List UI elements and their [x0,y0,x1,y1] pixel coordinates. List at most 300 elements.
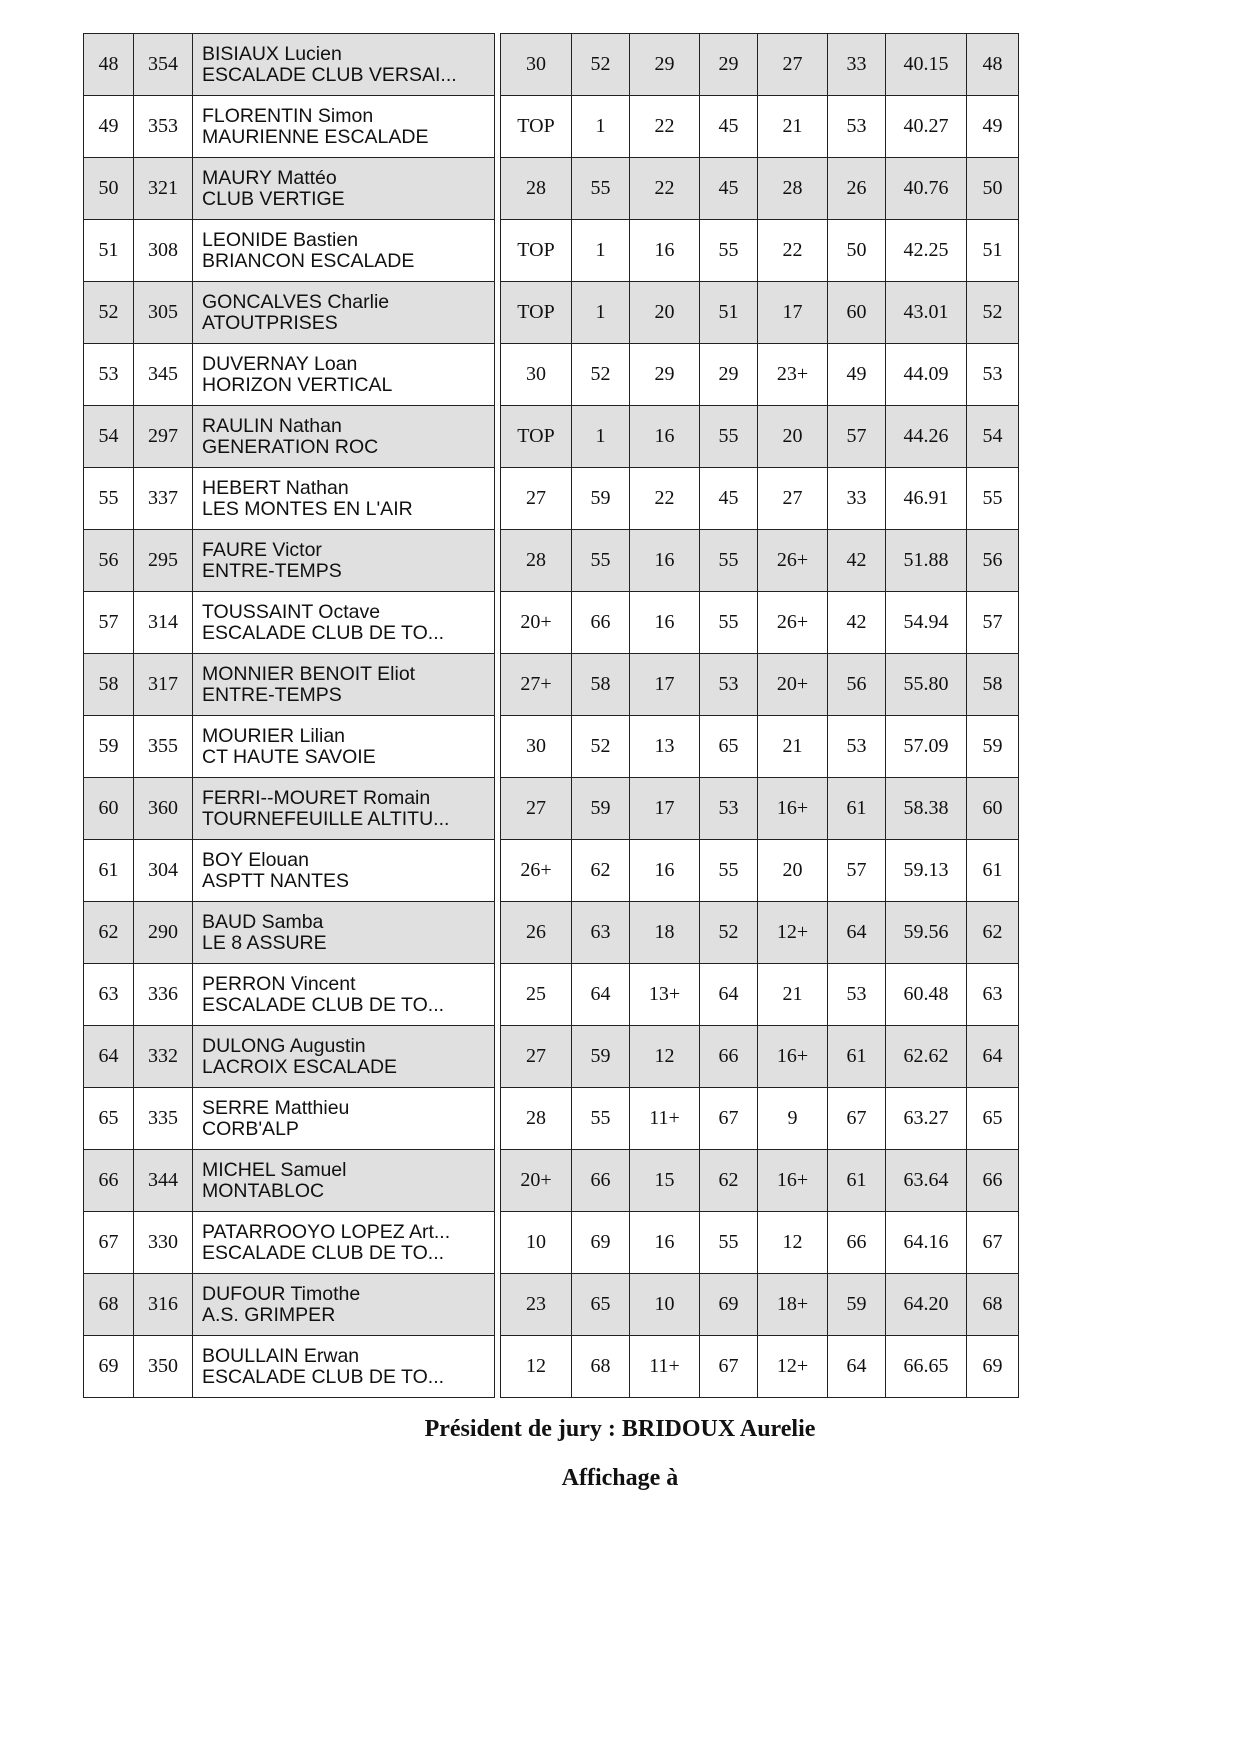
route1-result-cell: TOP [501,220,572,282]
route3-rank-cell: 64 [828,902,886,964]
route1-rank-cell: 52 [572,34,630,96]
final-rank-cell: 65 [967,1088,1019,1150]
athlete-row [84,344,495,406]
athlete-row [84,1088,495,1150]
route2-rank-cell: 29 [700,344,758,406]
score-row [501,282,1019,344]
athlete-club: ESCALADE CLUB DE TO... [202,621,445,644]
route3-rank-cell: 60 [828,282,886,344]
route1-rank-cell: 1 [572,220,630,282]
bib-cell: 345 [134,344,193,406]
final-rank-cell: 69 [967,1336,1019,1398]
route1-result-cell: 20+ [501,592,572,654]
athlete-club: GENERATION ROC [202,435,379,458]
route3-result-cell: 26+ [758,592,828,654]
athlete-name: DUVERNAY Loan [202,352,358,375]
score-row [501,1150,1019,1212]
score-row [501,1274,1019,1336]
final-rank-cell: 59 [967,716,1019,778]
rank-cell: 55 [84,468,134,530]
route3-result-cell: 18+ [758,1274,828,1336]
final-rank-cell: 67 [967,1212,1019,1274]
route2-result-cell: 11+ [630,1336,700,1398]
route1-result-cell: 27 [501,1026,572,1088]
athlete-name: BOULLAIN Erwan [202,1344,360,1367]
route1-result-cell: 25 [501,964,572,1026]
athlete-club: LE 8 ASSURE [202,931,327,954]
route3-result-cell: 16+ [758,778,828,840]
route3-result-cell: 12+ [758,902,828,964]
score-row [501,344,1019,406]
athlete-row [84,530,495,592]
route1-result-cell: TOP [501,282,572,344]
score-cell: 59.56 [886,902,967,964]
bib-cell: 335 [134,1088,193,1150]
route1-result-cell: TOP [501,96,572,158]
athlete-name: GONCALVES Charlie [202,290,390,313]
route2-result-cell: 18 [630,902,700,964]
route3-rank-cell: 59 [828,1274,886,1336]
athlete-club: LACROIX ESCALADE [202,1055,398,1078]
score-cell: 66.65 [886,1336,967,1398]
route1-rank-cell: 55 [572,530,630,592]
route3-rank-cell: 64 [828,1336,886,1398]
route1-result-cell: 30 [501,344,572,406]
route3-result-cell: 16+ [758,1150,828,1212]
score-row [501,220,1019,282]
rank-cell: 69 [84,1336,134,1398]
score-cell: 62.62 [886,1026,967,1088]
score-row [501,406,1019,468]
route1-result-cell: 28 [501,158,572,220]
athlete-row [84,96,495,158]
athlete-cell [193,344,495,406]
score-cell: 58.38 [886,778,967,840]
score-row [501,1336,1019,1398]
athlete-cell [193,778,495,840]
route3-result-cell: 20+ [758,654,828,716]
route1-rank-cell: 59 [572,468,630,530]
route1-rank-cell: 1 [572,96,630,158]
bib-cell: 308 [134,220,193,282]
route1-rank-cell: 1 [572,406,630,468]
route2-result-cell: 20 [630,282,700,344]
score-cell: 40.27 [886,96,967,158]
athlete-row [84,1026,495,1088]
route3-result-cell: 9 [758,1088,828,1150]
athlete-cell [193,1026,495,1088]
bib-cell: 344 [134,1150,193,1212]
score-cell: 44.26 [886,406,967,468]
athlete-row [84,406,495,468]
route2-result-cell: 16 [630,840,700,902]
athlete-name: MAURY Mattéo [202,166,337,189]
route1-result-cell: 30 [501,34,572,96]
athlete-club: CT HAUTE SAVOIE [202,745,376,768]
bib-cell: 330 [134,1212,193,1274]
route2-rank-cell: 45 [700,96,758,158]
bib-cell: 321 [134,158,193,220]
athlete-row [84,654,495,716]
route1-rank-cell: 66 [572,592,630,654]
final-rank-cell: 49 [967,96,1019,158]
route2-result-cell: 16 [630,406,700,468]
route3-rank-cell: 61 [828,1026,886,1088]
final-rank-cell: 48 [967,34,1019,96]
rank-cell: 64 [84,1026,134,1088]
rank-cell: 59 [84,716,134,778]
route2-rank-cell: 55 [700,530,758,592]
route2-result-cell: 13 [630,716,700,778]
route2-rank-cell: 52 [700,902,758,964]
score-row [501,902,1019,964]
route3-rank-cell: 56 [828,654,886,716]
athlete-club: ASPTT NANTES [202,869,350,892]
score-row [501,530,1019,592]
athlete-club: ATOUTPRISES [202,311,338,334]
route3-rank-cell: 53 [828,716,886,778]
athlete-club: HORIZON VERTICAL [202,373,393,396]
route2-result-cell: 15 [630,1150,700,1212]
route2-rank-cell: 55 [700,220,758,282]
athlete-name: FAURE Victor [202,538,322,561]
final-rank-cell: 51 [967,220,1019,282]
route3-result-cell: 23+ [758,344,828,406]
bib-cell: 317 [134,654,193,716]
route2-rank-cell: 45 [700,158,758,220]
rank-cell: 57 [84,592,134,654]
bib-cell: 355 [134,716,193,778]
athlete-cell [193,964,495,1026]
athlete-row [84,1212,495,1274]
final-rank-cell: 53 [967,344,1019,406]
route1-result-cell: 27 [501,468,572,530]
athlete-row [84,902,495,964]
scores-table [500,33,1019,1398]
athlete-cell [193,654,495,716]
athlete-club: MAURIENNE ESCALADE [202,125,429,148]
route3-rank-cell: 57 [828,840,886,902]
rank-cell: 48 [84,34,134,96]
score-cell: 57.09 [886,716,967,778]
athlete-cell [193,220,495,282]
athlete-row [84,1274,495,1336]
route2-rank-cell: 55 [700,840,758,902]
score-cell: 60.48 [886,964,967,1026]
athlete-name: DUFOUR Timothe [202,1282,361,1305]
athlete-name: HEBERT Nathan [202,476,349,499]
route2-result-cell: 16 [630,220,700,282]
final-rank-cell: 66 [967,1150,1019,1212]
route1-result-cell: 26+ [501,840,572,902]
score-cell: 43.01 [886,282,967,344]
route1-result-cell: 28 [501,530,572,592]
route1-rank-cell: 69 [572,1212,630,1274]
route3-rank-cell: 26 [828,158,886,220]
route1-rank-cell: 59 [572,778,630,840]
athlete-row [84,34,495,96]
athlete-name: BOY Elouan [202,848,309,871]
athlete-club: CLUB VERTIGE [202,187,345,210]
route1-result-cell: 30 [501,716,572,778]
final-rank-cell: 62 [967,902,1019,964]
score-cell: 55.80 [886,654,967,716]
bib-cell: 360 [134,778,193,840]
athlete-name: RAULIN Nathan [202,414,342,437]
athlete-club: CORB'ALP [202,1117,299,1140]
route1-result-cell: 26 [501,902,572,964]
athlete-row [84,158,495,220]
final-rank-cell: 58 [967,654,1019,716]
athlete-cell [193,592,495,654]
route3-rank-cell: 33 [828,468,886,530]
route2-result-cell: 29 [630,34,700,96]
bib-cell: 314 [134,592,193,654]
final-rank-cell: 56 [967,530,1019,592]
route2-rank-cell: 53 [700,778,758,840]
route3-result-cell: 22 [758,220,828,282]
final-rank-cell: 57 [967,592,1019,654]
athlete-cell [193,716,495,778]
route3-rank-cell: 33 [828,34,886,96]
rank-cell: 65 [84,1088,134,1150]
score-row [501,468,1019,530]
athletes-table [83,33,495,1398]
route1-result-cell: 27+ [501,654,572,716]
bib-cell: 353 [134,96,193,158]
route2-rank-cell: 62 [700,1150,758,1212]
route2-rank-cell: 55 [700,1212,758,1274]
athlete-cell [193,282,495,344]
athlete-row [84,592,495,654]
rank-cell: 53 [84,344,134,406]
score-row [501,716,1019,778]
route2-rank-cell: 69 [700,1274,758,1336]
route2-rank-cell: 45 [700,468,758,530]
route3-result-cell: 20 [758,406,828,468]
rank-cell: 50 [84,158,134,220]
athlete-cell [193,1088,495,1150]
athlete-club: ESCALADE CLUB DE TO... [202,1365,445,1388]
athlete-cell [193,158,495,220]
athlete-club: BRIANCON ESCALADE [202,249,415,272]
route2-rank-cell: 55 [700,406,758,468]
route1-rank-cell: 58 [572,654,630,716]
score-row [501,1088,1019,1150]
route1-rank-cell: 1 [572,282,630,344]
route3-rank-cell: 53 [828,96,886,158]
route2-rank-cell: 51 [700,282,758,344]
final-rank-cell: 52 [967,282,1019,344]
score-cell: 42.25 [886,220,967,282]
route3-result-cell: 26+ [758,530,828,592]
route3-rank-cell: 61 [828,1150,886,1212]
score-row [501,840,1019,902]
route1-rank-cell: 52 [572,344,630,406]
results-tables [83,33,1019,1398]
score-row [501,778,1019,840]
route1-rank-cell: 64 [572,964,630,1026]
athlete-name: TOUSSAINT Octave [202,600,381,623]
route1-result-cell: 27 [501,778,572,840]
route2-result-cell: 10 [630,1274,700,1336]
route3-rank-cell: 66 [828,1212,886,1274]
score-row [501,34,1019,96]
athlete-cell [193,840,495,902]
score-row [501,1212,1019,1274]
athlete-name: FERRI--MOURET Romain [202,786,431,809]
bib-cell: 305 [134,282,193,344]
route1-result-cell: 20+ [501,1150,572,1212]
route3-rank-cell: 42 [828,530,886,592]
score-row [501,964,1019,1026]
route3-result-cell: 12+ [758,1336,828,1398]
route1-result-cell: 28 [501,1088,572,1150]
final-rank-cell: 63 [967,964,1019,1026]
bib-cell: 316 [134,1274,193,1336]
athlete-name: FLORENTIN Simon [202,104,374,127]
rank-cell: 56 [84,530,134,592]
score-row [501,96,1019,158]
athlete-cell [193,1150,495,1212]
route2-result-cell: 17 [630,654,700,716]
route3-result-cell: 28 [758,158,828,220]
route2-rank-cell: 67 [700,1088,758,1150]
score-row [501,592,1019,654]
route3-result-cell: 21 [758,716,828,778]
rank-cell: 61 [84,840,134,902]
athlete-club: A.S. GRIMPER [202,1303,336,1326]
route1-result-cell: 23 [501,1274,572,1336]
athlete-cell [193,34,495,96]
athlete-name: PERRON Vincent [202,972,356,995]
scores-table-body [501,34,1019,1398]
athlete-club: ESCALADE CLUB VERSAI... [202,63,457,86]
athlete-row [84,1150,495,1212]
score-cell: 63.64 [886,1150,967,1212]
route2-result-cell: 16 [630,530,700,592]
rank-cell: 60 [84,778,134,840]
route3-result-cell: 20 [758,840,828,902]
score-cell: 54.94 [886,592,967,654]
bib-cell: 350 [134,1336,193,1398]
final-rank-cell: 50 [967,158,1019,220]
athlete-club: ENTRE-TEMPS [202,683,342,706]
athlete-name: LEONIDE Bastien [202,228,359,251]
route1-rank-cell: 68 [572,1336,630,1398]
route2-result-cell: 22 [630,158,700,220]
athlete-name: SERRE Matthieu [202,1096,350,1119]
final-rank-cell: 54 [967,406,1019,468]
athlete-cell [193,1336,495,1398]
athlete-row [84,840,495,902]
route2-rank-cell: 29 [700,34,758,96]
athlete-name: MICHEL Samuel [202,1158,347,1181]
athlete-name: DULONG Augustin [202,1034,366,1057]
athlete-row [84,282,495,344]
score-cell: 59.13 [886,840,967,902]
athlete-cell [193,406,495,468]
rank-cell: 66 [84,1150,134,1212]
route1-result-cell: 12 [501,1336,572,1398]
route2-result-cell: 17 [630,778,700,840]
athlete-club: TOURNEFEUILLE ALTITU... [202,807,450,830]
route3-rank-cell: 50 [828,220,886,282]
athlete-cell [193,902,495,964]
athlete-cell [193,96,495,158]
route1-rank-cell: 55 [572,1088,630,1150]
score-row [501,654,1019,716]
route3-rank-cell: 61 [828,778,886,840]
route2-rank-cell: 55 [700,592,758,654]
route3-result-cell: 17 [758,282,828,344]
route1-rank-cell: 55 [572,158,630,220]
rank-cell: 62 [84,902,134,964]
athlete-cell [193,468,495,530]
score-row [501,158,1019,220]
athlete-row [84,468,495,530]
rank-cell: 68 [84,1274,134,1336]
bib-cell: 295 [134,530,193,592]
bib-cell: 297 [134,406,193,468]
route1-rank-cell: 59 [572,1026,630,1088]
route3-rank-cell: 67 [828,1088,886,1150]
route2-result-cell: 11+ [630,1088,700,1150]
route1-rank-cell: 63 [572,902,630,964]
athlete-cell [193,1274,495,1336]
rank-cell: 54 [84,406,134,468]
route3-rank-cell: 49 [828,344,886,406]
final-rank-cell: 60 [967,778,1019,840]
athlete-cell [193,530,495,592]
score-cell: 40.76 [886,158,967,220]
score-cell: 46.91 [886,468,967,530]
bib-cell: 337 [134,468,193,530]
athlete-name: BAUD Samba [202,910,324,933]
final-rank-cell: 68 [967,1274,1019,1336]
posting-time: Affichage à [561,1465,679,1491]
route3-rank-cell: 42 [828,592,886,654]
rank-cell: 52 [84,282,134,344]
route2-rank-cell: 64 [700,964,758,1026]
bib-cell: 304 [134,840,193,902]
athlete-row [84,964,495,1026]
final-rank-cell: 64 [967,1026,1019,1088]
athlete-club: MONTABLOC [202,1179,325,1202]
route1-rank-cell: 52 [572,716,630,778]
athlete-club: ESCALADE CLUB DE TO... [202,1241,445,1264]
score-cell: 64.20 [886,1274,967,1336]
route1-rank-cell: 65 [572,1274,630,1336]
route2-result-cell: 22 [630,96,700,158]
athlete-row [84,220,495,282]
rank-cell: 63 [84,964,134,1026]
athlete-row [84,778,495,840]
score-row [501,1026,1019,1088]
route3-result-cell: 21 [758,96,828,158]
rank-cell: 51 [84,220,134,282]
athlete-name: BISIAUX Lucien [202,42,342,65]
route1-rank-cell: 66 [572,1150,630,1212]
route2-result-cell: 16 [630,1212,700,1274]
bib-cell: 354 [134,34,193,96]
route3-rank-cell: 57 [828,406,886,468]
route1-result-cell: TOP [501,406,572,468]
score-cell: 63.27 [886,1088,967,1150]
athlete-name: MOURIER Lilian [202,724,346,747]
score-cell: 64.16 [886,1212,967,1274]
route2-rank-cell: 66 [700,1026,758,1088]
